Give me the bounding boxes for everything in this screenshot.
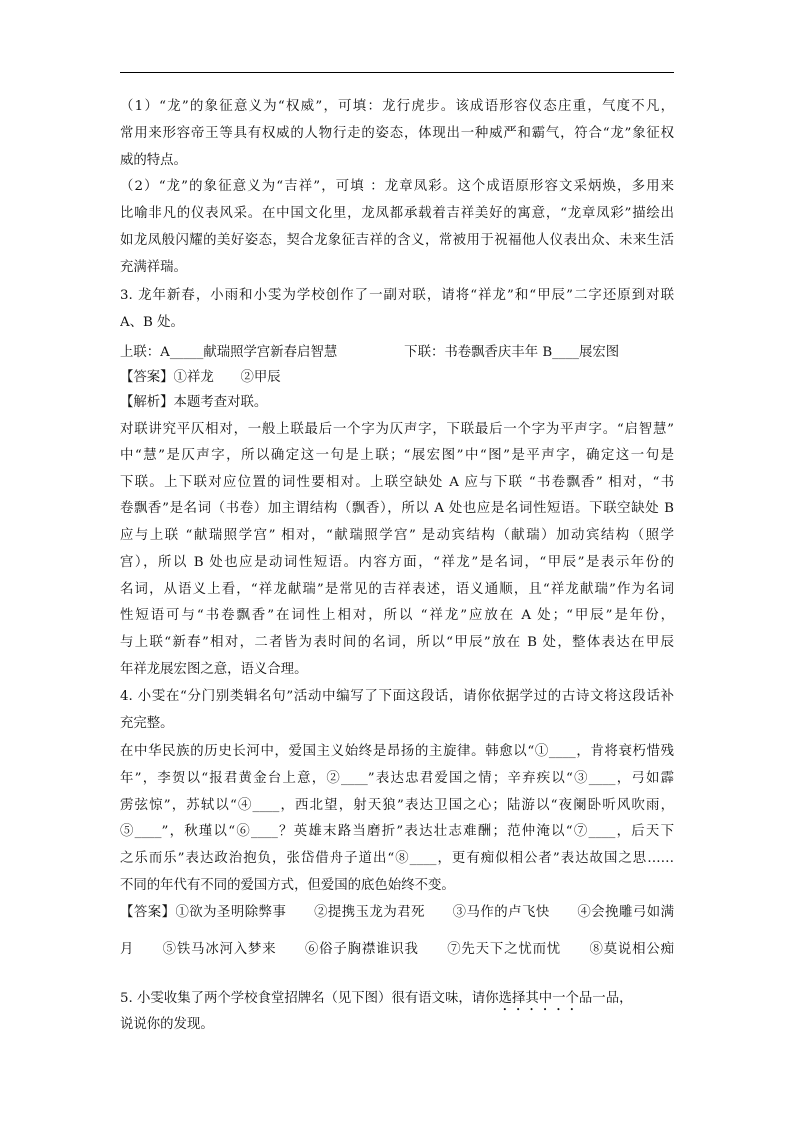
text-line: 【答案】①祥龙 ②甲辰: [120, 370, 281, 385]
text-line: （1）“龙”的象征意义为“权威”，可填：龙行虎步。该成语形容仪态庄重，气度不凡，: [120, 99, 674, 114]
text-line: 宫），所以 B 处也应是动词性短语。内容方面，“祥龙”是名词，“甲辰”是表示年份的: [120, 555, 674, 570]
text-line: 下联。上下联对应位置的词性要相对。上联空缺处 A 应与下联 “书卷飘香” 相对，“书: [120, 475, 674, 490]
text-line: A、B 处。: [120, 315, 184, 330]
text-line: 4. 小雯在“分门别类辑名句”活动中编写了下面这段话，请你依据学过的古诗文将这段话补: [120, 689, 674, 704]
text-line: 名词，从语义上看，“祥龙献瑞”是常见的吉祥表述，语义通顺，且“祥龙献瑞”作为名词: [120, 582, 674, 597]
text-line: 充完整。: [120, 716, 174, 731]
text-line: 如龙凤般闪耀的美好姿态，契合龙象征吉祥的含义，常被用于祝福他人仪表出众、未来生活: [120, 233, 674, 248]
text-line: 3. 龙年新春，小雨和小雯为学校创作了一副对联，请将“祥龙”和“甲辰”二字还原到对联: [120, 288, 674, 303]
text-line: 中“慧”是仄声字，所以确定这一句是上联；“展宏图”中“图”是平声字，确定这一句是: [120, 448, 674, 463]
text-line: 充满祥瑞。: [120, 260, 187, 275]
question-5-line-2: 说说你的发现。: [120, 1017, 214, 1032]
text-line: 威的特点。: [120, 153, 187, 168]
text-line: ⑤____”，秋瑾以“⑥____？英雄末路当磨折”表达壮志难酬；范仲淹以“⑦____，后天下: [120, 824, 674, 839]
text-line: 应与上联 “献瑞照学宫” 相对，“献瑞照学宫” 是动宾结构（献瑞）加动宾结构（照学: [120, 528, 674, 543]
text-line: 年祥龙展宏图之意，语义合理。: [120, 662, 308, 677]
text-line: 月 ⑤铁马冰河入梦来 ⑥俗子胸襟谁识我 ⑦先天下之忧而忧 ⑧莫说相公痴: [120, 942, 674, 957]
question-5-line-1: [120, 990, 674, 1014]
text-line: 比喻非凡的仪表风采。在中国文化里，龙凤都承载着吉祥美好的寓意，“龙章凤彩”描绘出: [120, 206, 674, 221]
text-line: 【答案】①欲为圣明除弊事 ②提携玉龙为君死 ③马作的卢飞快 ④会挽雕弓如满: [120, 905, 674, 920]
text-line: （2）“龙”的象征意义为“吉祥”，可填 ：龙章凤彩。这个成语原形容文采炳焕，多用来: [120, 179, 674, 194]
text-line: 上联：A_____献瑞照学宫新春启智慧 下联：书卷飘香庆丰年 B____展宏图: [120, 345, 620, 360]
q5-suffix: 品一品，: [578, 991, 633, 1006]
text-line: 不同的年代有不同的爱国方式，但爱国的底色始终不变。: [120, 878, 455, 893]
q5-prefix: 5. 小雯收集了两个学校食堂招牌名（见下图）很有语文味，请你: [120, 991, 499, 1006]
text-line: 年”，李贺以“报君黄金台上意，②____”表达忠君爱国之情；辛弃疾以“③____，弓如霹: [120, 771, 674, 786]
text-line: 与上联“新春”相对，二者皆为表时间的名词，所以“甲辰”放在 B 处，整体表达在甲辰: [120, 635, 674, 650]
text-line: 常用来形容帝王等具有权威的人物行走的姿态，体现出一种威严和霸气，符合“龙”象征权: [120, 126, 674, 141]
text-line: 在中华民族的历史长河中，爱国主义始终是昂扬的主旋律。韩愈以“①____，肯将衰朽惜残: [120, 744, 674, 759]
text-line: 性短语可与“书卷飘香”在词性上相对，所以 “祥龙”应放在 A 处；“甲辰”是年份，: [120, 608, 674, 623]
header-rule: [120, 72, 674, 73]
text-line: 卷飘香”是名词（书卷）加主谓结构（飘香），所以 A 处也应是名词性短语。下联空缺处 B: [120, 501, 674, 516]
text-line: 雳弦惊”，苏轼以“④____，西北望，射天狼”表达卫国之心；陆游以“夜阑卧听风吹雨，: [120, 798, 674, 813]
q5-emphasis: 选择其中一个: [498, 991, 579, 1006]
text-line: 【解析】本题考查对联。: [120, 395, 268, 410]
text-line: 之乐而乐”表达政治抱负，张岱借舟子道出“⑧____，更有痴似相公者”表达故国之思……: [120, 851, 674, 866]
text-line: 对联讲究平仄相对，一般上联最后一个字为仄声字，下联最后一个字为平声字。“启智慧”: [120, 422, 674, 437]
